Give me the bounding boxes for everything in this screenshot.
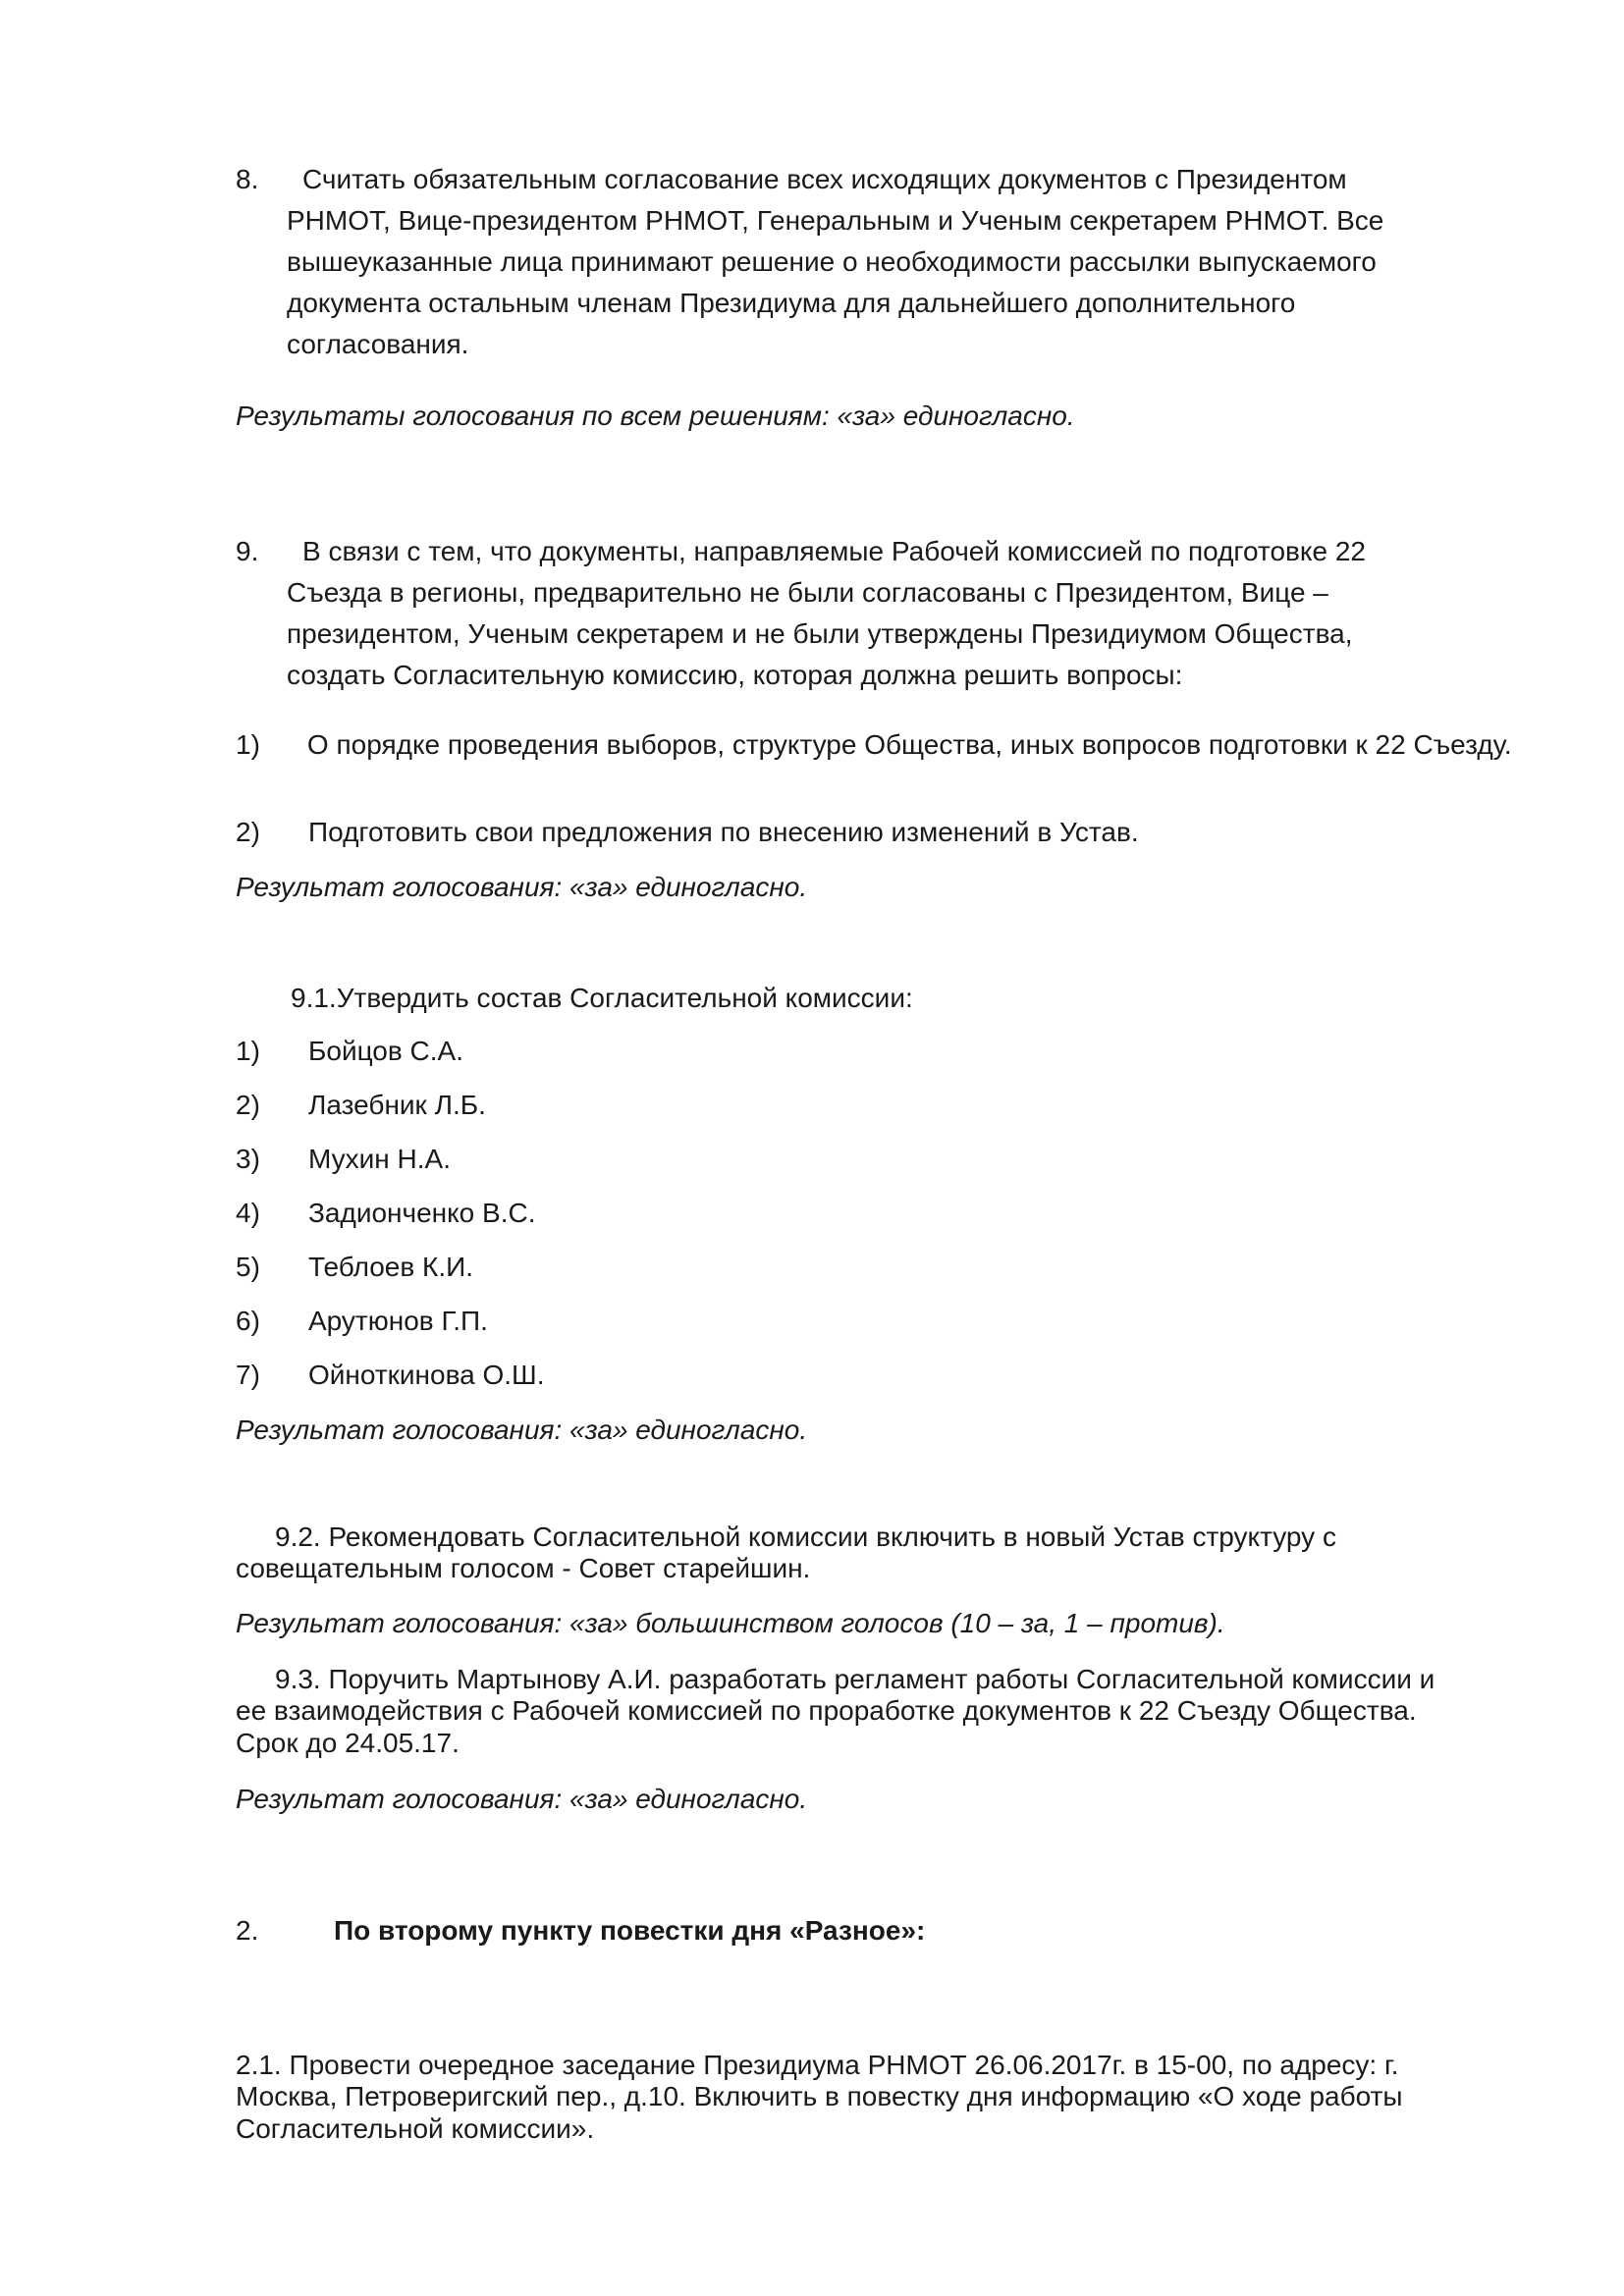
member-5-name: Теблоев К.И. <box>308 1252 474 1282</box>
member-3-number: 3) <box>236 1144 260 1174</box>
item-9-task-2 <box>236 812 1512 853</box>
member-6-name: Арутюнов Г.П. <box>308 1306 488 1336</box>
item-9-task-1 <box>236 724 1512 766</box>
task-1-text: О порядке проведения выборов, структуре Общества, иных вопросов подготовки к 22 Съезду. <box>306 729 1512 760</box>
member-2-number: 2) <box>236 1090 260 1120</box>
section-2-title: По второму пункту повестки дня «Разное»: <box>334 1915 926 1946</box>
vote-result-8: Результаты голосования по всем решениям: «за» единогласно. <box>236 400 1075 431</box>
item-8-text: Считать обязательным согласование всех исходящих документов с Президентом РНМОТ, Вице-президентом РНМОТ, Генеральным и Ученым секретарем РНМОТ. Все вышеуказанные лица принимают решение о необходимости рассылки выпускаемого документа остальным членам Президиума для дальнейшего дополнительного согласования. <box>287 164 1384 359</box>
section-2-heading <box>236 1910 1512 1951</box>
member-3-name: Мухин Н.А. <box>308 1144 451 1174</box>
item-8-number: 8. <box>236 164 259 194</box>
member-1 <box>236 1031 463 1072</box>
task-2-text: Подготовить свои предложения по внесению изменений в Устав. <box>308 817 1139 847</box>
member-7-name: Ойноткинова О.Ш. <box>308 1360 545 1390</box>
item-9 <box>236 531 1502 696</box>
member-4-name: Задионченко В.С. <box>308 1198 536 1228</box>
item-9-text: В связи с тем, что документы, направляемые Рабочей комиссией по подготовке 22 Съезда в регионы, предварительно не были согласованы с Президентом, Вице – президентом, Ученым секретарем и не были утверждены Президиумом Общества, создать Согласительную комиссию, которая должна решить вопросы: <box>287 536 1366 690</box>
item-2-1-line-1: 2.1. Провести очередное заседание Президиума РНМОТ 26.06.2017г. в 15-00, по адресу: г. <box>236 2050 1399 2080</box>
vote-result-9-3: Результат голосования: «за» единогласно. <box>236 1784 808 1814</box>
item-2-1-line-3: Согласительной комиссии». <box>236 2113 595 2144</box>
member-2-name: Лазебник Л.Б. <box>308 1090 486 1120</box>
item-9-1-text: 9.1.Утвердить состав Согласительной комиссии: <box>291 983 913 1013</box>
vote-result-9-2: Результат голосования: «за» большинством голосов (10 – за, 1 – против). <box>236 1608 1225 1638</box>
item-9-2-line-2: совещательным голосом - Совет старейшин. <box>236 1553 811 1583</box>
member-2 <box>236 1085 486 1126</box>
task-2-number: 2) <box>236 817 260 847</box>
member-5 <box>236 1247 473 1288</box>
member-5-number: 5) <box>236 1252 260 1282</box>
item-9-3-line-3: Срок до 24.05.17. <box>236 1728 460 1758</box>
item-9-number: 9. <box>236 536 259 566</box>
member-6-number: 6) <box>236 1306 260 1336</box>
item-8 <box>236 159 1502 365</box>
item-9-3-line-2: ее взаимодействия с Рабочей комиссией по проработке документов к 22 Съезду Общества. <box>236 1695 1417 1726</box>
member-7 <box>236 1355 545 1396</box>
item-9-3-line-1: 9.3. Поручить Мартынову А.И. разработать регламент работы Согласительной комиссии и <box>275 1664 1435 1694</box>
item-9-2-line-1: 9.2. Рекомендовать Согласительной комиссии включить в новый Устав структуру с <box>275 1522 1336 1552</box>
member-7-number: 7) <box>236 1360 260 1390</box>
member-1-number: 1) <box>236 1036 260 1066</box>
vote-result-9-1: Результат голосования: «за» единогласно. <box>236 1415 808 1445</box>
member-4 <box>236 1193 536 1234</box>
section-2-number: 2. <box>236 1915 259 1946</box>
member-3 <box>236 1139 451 1180</box>
task-1-number: 1) <box>236 729 260 760</box>
member-6 <box>236 1301 488 1342</box>
member-4-number: 4) <box>236 1198 260 1228</box>
item-2-1-line-2: Москва, Петроверигский пер., д.10. Включить в повестку дня информацию «О ходе работы <box>236 2081 1403 2111</box>
vote-result-9: Результат голосования: «за» единогласно. <box>236 872 808 902</box>
member-1-name: Бойцов С.А. <box>308 1036 463 1066</box>
